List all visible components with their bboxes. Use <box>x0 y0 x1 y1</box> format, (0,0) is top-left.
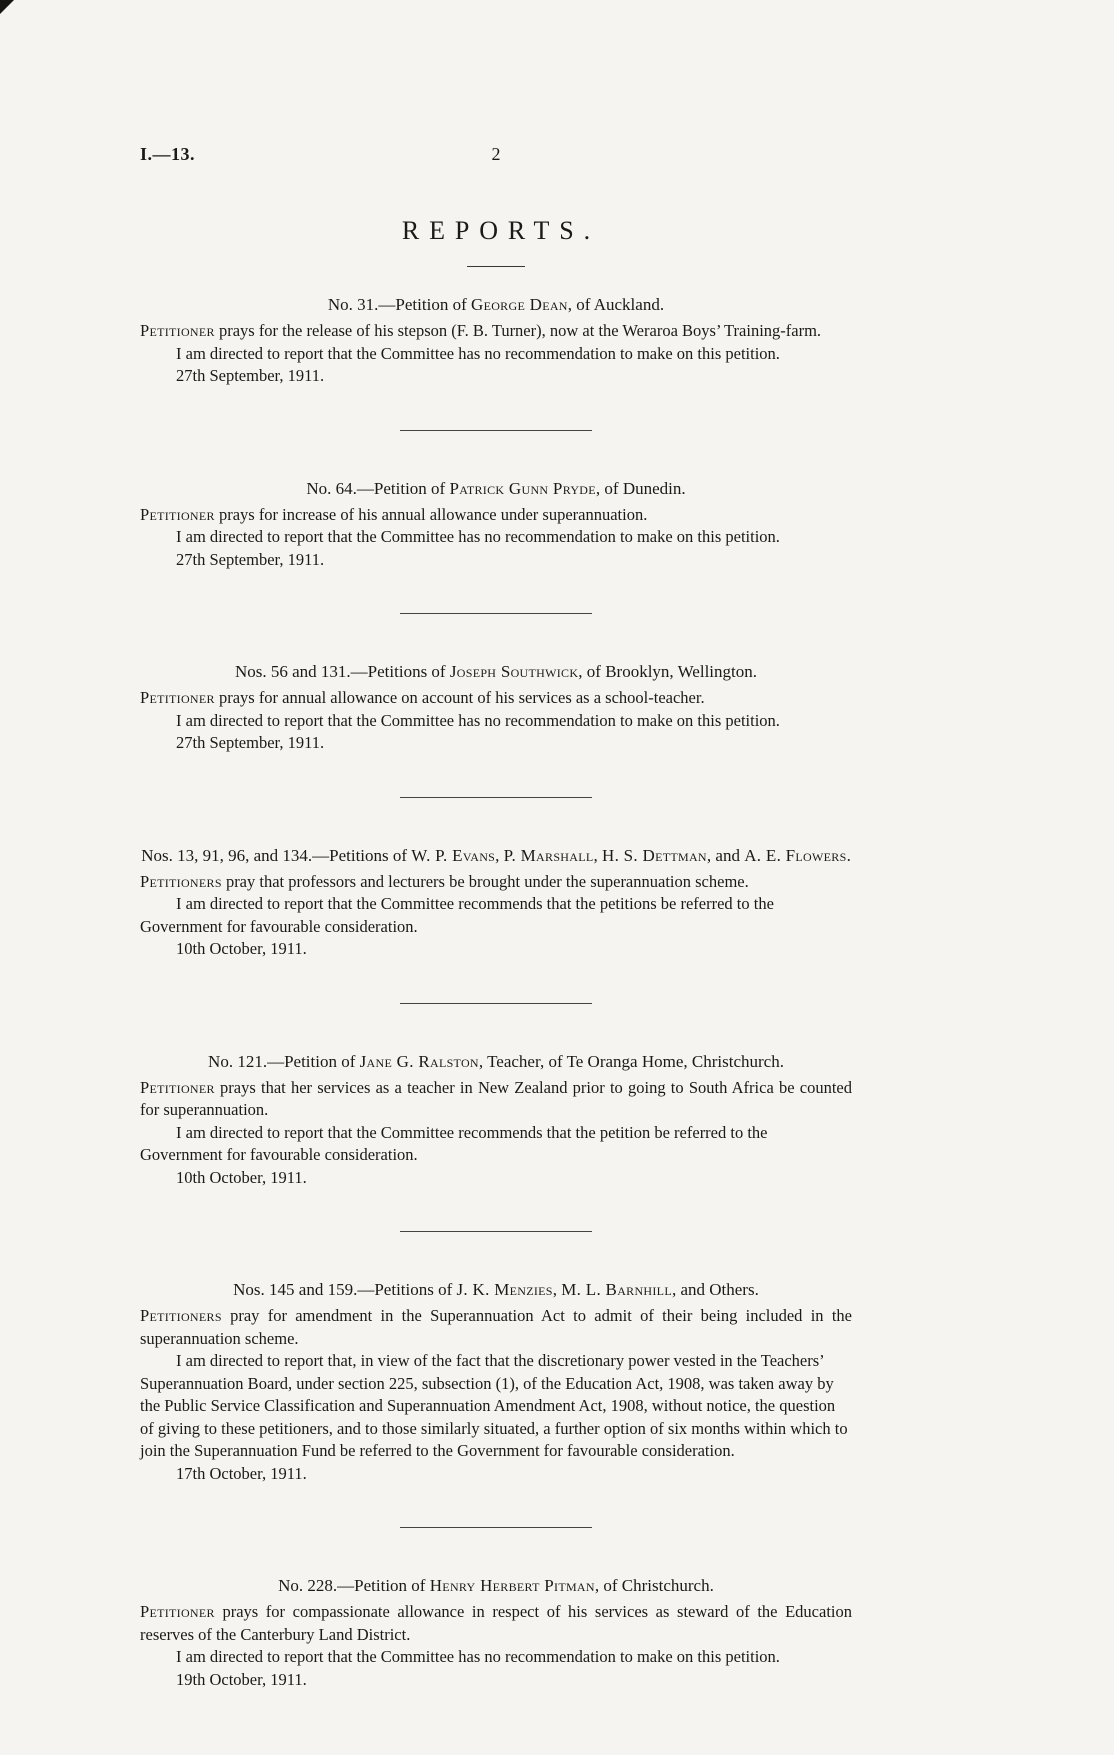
text-segment: I am directed to report that the Committee has no recommendation to make on this petition. <box>176 527 780 546</box>
petition-paragraph <box>140 1601 852 1646</box>
report-section <box>140 844 852 961</box>
petition-paragraph <box>140 1646 852 1669</box>
report-section <box>140 660 852 755</box>
petition-paragraph <box>140 504 852 527</box>
section-divider <box>400 430 592 431</box>
text-segment: . <box>846 845 851 865</box>
person-name: Henry Herbert Pitman <box>429 1576 595 1595</box>
report-date <box>140 938 852 961</box>
person-name: Petitioner <box>140 1602 215 1621</box>
text-segment: , and <box>706 845 745 865</box>
person-name: Joseph Southwick <box>449 662 579 681</box>
report-section <box>140 1574 852 1691</box>
petition-heading <box>140 844 852 868</box>
text-segment: prays for the release of his stepson (F. B. Turner), now at the Weraroa Boys’ Training-farm. <box>214 321 822 340</box>
person-name: M. L. Barnhill <box>561 1280 672 1299</box>
text-segment: 19th October, 1911. <box>176 1669 307 1689</box>
report-date <box>140 1167 852 1190</box>
petition-paragraph <box>140 710 852 733</box>
section-divider <box>400 1527 592 1528</box>
person-name: A. E. Flowers <box>744 845 847 865</box>
petition-paragraph <box>140 1305 852 1350</box>
text-segment: prays for increase of his annual allowance under superannuation. <box>214 504 648 524</box>
text-segment: pray that professors and lecturers be brought under the superannuation scheme. <box>221 871 749 891</box>
page-header <box>140 0 852 168</box>
text-segment: , of Dunedin. <box>595 478 686 498</box>
petition-paragraph <box>140 893 852 938</box>
text-segment: I am directed to report that the Committee recommends that the petition be referred to the Government for favourable consideration. <box>140 1122 768 1164</box>
person-name: George Dean <box>471 295 568 314</box>
text-segment: 27th September, 1911. <box>176 366 325 385</box>
text-segment: 27th September, 1911. <box>176 733 325 752</box>
section-divider <box>400 1003 592 1004</box>
text-segment: No. 228.—Petition of <box>278 1576 430 1595</box>
text-segment: , <box>593 845 602 865</box>
text-segment: I am directed to report that the Committee recommends that the petitions be referred to the Government for favourable consideration. <box>140 894 774 936</box>
person-name: Petitioners <box>140 871 222 891</box>
text-segment: , Teacher, of Te Oranga Home, Christchurch. <box>478 1051 784 1071</box>
petition-heading <box>140 293 852 317</box>
text-segment: , <box>552 1280 562 1299</box>
text-segment: , <box>495 845 504 865</box>
report-section <box>140 1278 852 1485</box>
text-segment: pray for amendment in the Superannuation Act to admit of their being included in the superannuation scheme. <box>140 1306 852 1348</box>
report-date <box>140 365 852 388</box>
section-divider <box>400 613 592 614</box>
person-name: P. Marshall <box>503 845 594 865</box>
section-divider <box>400 797 592 798</box>
person-name: Petitioner <box>140 1077 215 1097</box>
petition-paragraph <box>140 343 852 366</box>
text-segment: 17th October, 1911. <box>176 1463 307 1483</box>
person-name: Jane G. Ralston <box>359 1051 479 1071</box>
person-name: Patrick Gunn Pryde <box>449 478 596 498</box>
petition-paragraph <box>140 871 852 894</box>
text-segment: 27th September, 1911. <box>176 549 325 569</box>
petition-heading <box>140 1574 852 1598</box>
text-segment: No. 64.—Petition of <box>306 478 450 498</box>
petition-heading <box>140 660 852 684</box>
text-segment: , of Christchurch. <box>594 1576 714 1595</box>
text-segment: No. 121.—Petition of <box>208 1051 360 1071</box>
report-date <box>140 732 852 755</box>
person-name: Petitioner <box>140 321 215 340</box>
report-section <box>140 477 852 572</box>
petition-heading <box>140 1050 852 1074</box>
text-segment: prays for compassionate allowance in respect of his services as steward of the Education reserves of the Canterbury Land District. <box>140 1602 852 1644</box>
petition-paragraph <box>140 687 852 710</box>
person-name: H. S. Dettman <box>602 845 707 865</box>
text-segment: I am directed to report that the Committee has no recommendation to make on this petition. <box>176 1647 780 1666</box>
report-sections <box>140 293 852 1691</box>
person-name: W. P. Evans <box>411 845 496 865</box>
person-name: Petitioner <box>140 688 215 707</box>
text-segment: I am directed to report that, in view of the fact that the discretionary power vested in the Teachers’ Superannuation Board, under section 225, subsection (1), of the Education Act, 1908, was taken away by the Public Service Classification and Superannuation Amendment Act, 1908, without notice, the question of giving to these petitioners, and to those similarly situated, a further option of six months within which to join the Superannuation Fund be referred to the Government for favourable consideration. <box>140 1351 848 1460</box>
section-divider <box>400 1231 592 1232</box>
report-date <box>140 549 852 572</box>
person-name: Petitioner <box>140 504 215 524</box>
text-segment: , of Brooklyn, Wellington. <box>578 662 757 681</box>
report-section <box>140 1050 852 1190</box>
text-segment: 10th October, 1911. <box>176 939 307 958</box>
text-segment: prays for annual allowance on account of his services as a school-teacher. <box>214 688 705 707</box>
text-segment: Nos. 13, 91, 96, and 134.—Petitions of <box>141 845 412 865</box>
text-segment: , of Auckland. <box>567 295 665 314</box>
petition-paragraph <box>140 320 852 343</box>
text-segment: No. 31.—Petition of <box>327 295 471 314</box>
text-segment: 10th October, 1911. <box>176 1167 307 1187</box>
text-segment: I am directed to report that the Committee has no recommendation to make on this petition. <box>176 343 780 363</box>
scan-artifact <box>0 0 14 14</box>
petition-paragraph <box>140 526 852 549</box>
text-segment: Nos. 56 and 131.—Petitions of <box>234 662 450 681</box>
report-date <box>140 1669 852 1692</box>
petition-paragraph <box>140 1122 852 1167</box>
page-number: 2 <box>491 144 501 164</box>
report-section <box>140 293 852 388</box>
text-segment: , and Others. <box>671 1280 759 1299</box>
report-date <box>140 1463 852 1486</box>
document-reference: I.—13. <box>140 144 196 164</box>
petition-paragraph <box>140 1077 852 1122</box>
title-divider <box>467 266 525 267</box>
petition-heading <box>140 477 852 501</box>
text-segment: prays that her services as a teacher in New Zealand prior to going to South Africa be counted for superannuation. <box>140 1077 852 1119</box>
petition-heading <box>140 1278 852 1302</box>
page-title: REPORTS. <box>401 216 600 245</box>
petition-paragraph <box>140 1350 852 1463</box>
person-name: Petitioners <box>140 1306 222 1325</box>
text-segment: I am directed to report that the Committee has no recommendation to make on this petition. <box>176 710 780 730</box>
person-name: J. K. Menzies <box>456 1280 553 1299</box>
text-segment: Nos. 145 and 159.—Petitions of <box>233 1280 457 1299</box>
